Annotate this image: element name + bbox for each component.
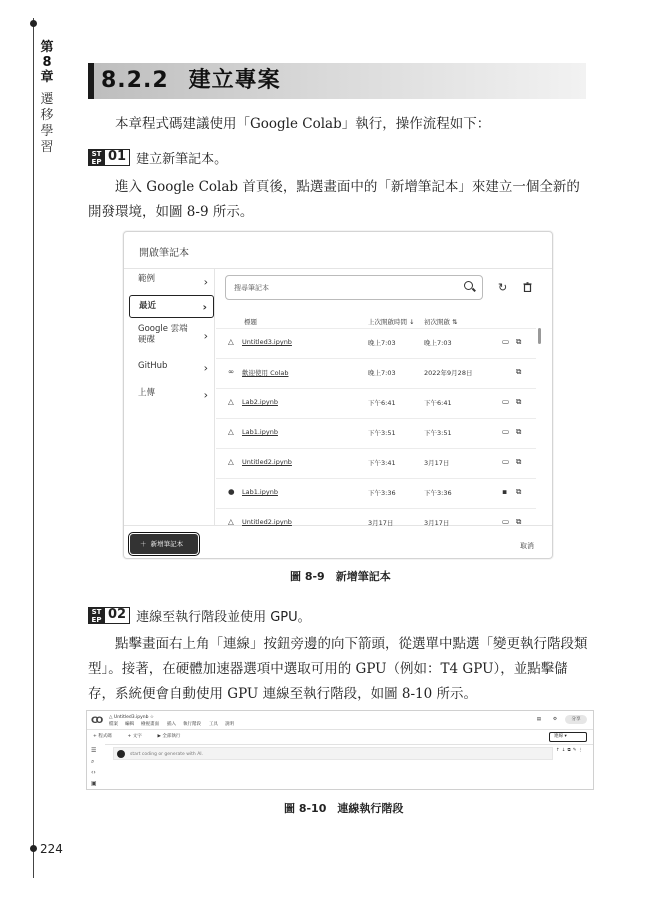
dialog-footer-divider xyxy=(124,525,552,526)
last-opened-cell: 3月17日 xyxy=(368,519,394,527)
list-scrollbar[interactable] xyxy=(538,328,541,344)
section-number: 8.2.2 xyxy=(101,68,169,93)
row-divider xyxy=(216,448,536,449)
row-divider xyxy=(216,478,536,479)
chevron-right-icon: › xyxy=(203,329,208,343)
step-01-heading xyxy=(88,148,227,167)
notebook-name-link[interactable]: Untitled2.ipynb xyxy=(242,518,292,526)
last-opened-cell: 下午3:36 xyxy=(368,489,396,497)
search-notebooks-input[interactable] xyxy=(225,275,483,300)
file-icon[interactable]: ▪ xyxy=(502,487,508,496)
sort-icon: ⇅ xyxy=(452,318,458,326)
open-in-new-tab-icon[interactable]: ⧉ xyxy=(516,427,522,436)
menu-item[interactable]: 說明 xyxy=(225,722,234,727)
row-divider xyxy=(216,508,536,509)
cancel-button[interactable]: 取消 xyxy=(520,542,534,550)
drive-icon: △ xyxy=(228,397,234,406)
side-rail-dot-bottom xyxy=(30,845,37,852)
first-opened-cell: 3月17日 xyxy=(424,459,450,467)
drive-icon: △ xyxy=(109,715,113,720)
chevron-right-icon: › xyxy=(203,275,208,289)
step-number: 01 xyxy=(105,149,130,166)
comment-icon[interactable]: ▤ xyxy=(536,717,541,722)
first-opened-cell: 下午3:36 xyxy=(424,489,452,497)
step-title: 連線至執行階段並使用 GPU。 xyxy=(136,610,311,625)
cell-actions-icons[interactable]: ↑↓⧉✎⋮ xyxy=(555,748,585,753)
drive-icon: △ xyxy=(228,337,234,346)
first-opened-cell: 2022年9月28日 xyxy=(424,369,473,377)
last-opened-cell: 下午6:41 xyxy=(368,399,396,407)
open-in-new-tab-icon[interactable]: ⧉ xyxy=(516,487,522,496)
section-heading xyxy=(101,65,281,97)
open-notebook-dialog xyxy=(123,231,553,559)
first-opened-cell: 晚上7:03 xyxy=(424,339,452,347)
plus-icon: ＋ xyxy=(140,540,147,548)
step-01-body: 進入 Google Colab 首頁後，點選畫面中的「新增筆記本」來建立一個全新的開發環境，如圖 8-9 所示。 xyxy=(88,179,580,220)
step-02-body: 點擊畫面右上角「連線」按鈕旁邊的向下箭頭，從選單中點選「變更執行階段類型」。接著，在硬體加速器選項中選取可用的 GPU（例如：T4 GPU），並點擊儲存，系統便會自動使用 GPU 連線至執行階段，如圖 8-10 所示。 xyxy=(88,636,588,702)
step-number: 02 xyxy=(105,607,130,624)
notebook-name-link[interactable]: 歡迎使用 Colab xyxy=(242,369,289,377)
toolbar-button[interactable]: + 程式碼 xyxy=(93,734,112,739)
refresh-icon[interactable]: ↻ xyxy=(498,281,508,294)
colab-notebook-window xyxy=(86,710,594,790)
figure-8-10-caption: 圖 8-10 連線執行階段 xyxy=(284,802,404,815)
chevron-right-icon: › xyxy=(203,388,208,402)
code-icon[interactable]: ‹› xyxy=(91,769,96,776)
first-opened-cell: 下午6:41 xyxy=(424,399,452,407)
last-opened-cell: 下午3:51 xyxy=(368,429,396,437)
intro-paragraph: 本章程式碼建議使用「Google Colab」執行，操作流程如下： xyxy=(115,116,491,132)
notebook-name-link[interactable]: Lab2.ipynb xyxy=(242,398,278,406)
row-divider xyxy=(216,388,536,389)
toolbar-button[interactable]: ▶ 全部執行 xyxy=(157,734,181,739)
settings-gear-icon[interactable]: ⚙ xyxy=(552,717,557,722)
step-badge: ST EP xyxy=(88,607,105,624)
nav-item-google-drive[interactable]: Google 雲端硬碟 › xyxy=(138,324,208,345)
chevron-right-icon: › xyxy=(203,361,208,375)
page-number: 224 xyxy=(40,842,63,856)
run-cell-icon[interactable] xyxy=(117,750,125,758)
search-placeholder: 搜尋筆記本 xyxy=(234,284,269,292)
menu-item[interactable]: 檢視畫面 xyxy=(141,722,159,727)
chevron-right-icon: › xyxy=(202,300,207,313)
dialog-nav-divider xyxy=(214,268,215,526)
colab-logo-icon: CO xyxy=(91,716,102,726)
nav-item-upload[interactable]: 上傳 › xyxy=(138,388,208,402)
files-icon[interactable]: ▣ xyxy=(91,780,97,787)
colab-toolbar-divider xyxy=(105,744,593,745)
notebook-name-link[interactable]: Untitled2.ipynb xyxy=(242,458,292,466)
last-opened-cell: 下午3:41 xyxy=(368,459,396,467)
side-rail-line xyxy=(33,18,34,878)
row-divider xyxy=(216,358,536,359)
trash-icon[interactable] xyxy=(523,282,532,295)
column-header-first-opened[interactable]: 初次開啟 ⇅ xyxy=(424,318,458,326)
connect-button[interactable]: 連線 ▾ xyxy=(549,732,587,742)
code-cell[interactable] xyxy=(113,747,553,760)
menu-item[interactable]: 工具 xyxy=(209,722,218,727)
notebook-name-link[interactable]: Untitled3.ipynb xyxy=(242,338,292,346)
share-button[interactable]: 分享 xyxy=(565,715,587,724)
menu-item[interactable]: 編輯 xyxy=(125,722,134,727)
drive-icon: △ xyxy=(228,517,234,526)
colab-header-divider xyxy=(87,729,593,730)
step-02-heading xyxy=(88,606,311,625)
colab-icon: ∞ xyxy=(228,367,235,376)
step-badge: ST EP xyxy=(88,149,105,166)
chevron-down-icon: ▾ xyxy=(564,734,567,739)
new-notebook-button[interactable]: ＋ 新增筆記本 xyxy=(130,534,198,554)
drive-icon: △ xyxy=(228,457,234,466)
figure-8-9-caption: 圖 8-9 新增筆記本 xyxy=(290,570,391,583)
drive-folder-icon[interactable]: ▭ xyxy=(502,397,510,406)
notebook-name-link[interactable]: Lab1.ipynb xyxy=(242,488,278,496)
menu-item[interactable]: 檔案 xyxy=(109,722,118,727)
row-divider xyxy=(216,418,536,419)
menu-item[interactable]: 插入 xyxy=(167,722,176,727)
column-header-last-opened[interactable]: 上次開啟時間 ↓ xyxy=(368,318,415,326)
drive-folder-icon[interactable]: ▭ xyxy=(502,517,510,526)
section-heading-accent xyxy=(88,63,94,99)
toolbar-button[interactable]: + 文字 xyxy=(127,734,142,739)
chapter-label: 第 8 章 xyxy=(40,40,54,85)
cell-placeholder: start coding or generate with AI. xyxy=(130,752,204,757)
drive-folder-icon[interactable]: ▭ xyxy=(502,337,510,346)
open-in-new-tab-icon[interactable]: ⧉ xyxy=(516,517,522,526)
open-in-new-tab-icon[interactable]: ⧉ xyxy=(516,397,522,406)
drive-folder-icon[interactable]: ▭ xyxy=(502,457,510,466)
table-of-contents-icon[interactable]: ☰ xyxy=(91,747,97,754)
github-icon: ● xyxy=(228,487,235,496)
menu-item[interactable]: 執行階段 xyxy=(183,722,201,727)
open-in-new-tab-icon[interactable]: ⧉ xyxy=(516,367,522,376)
dialog-divider xyxy=(124,268,552,269)
side-rail-dot-top xyxy=(30,20,37,27)
notebook-name-link[interactable]: Lab1.ipynb xyxy=(242,428,278,436)
notebook-filename[interactable]: △ Untitled3.ipynb ☆ xyxy=(109,715,154,720)
nav-item-recent[interactable]: 最近 › xyxy=(129,295,214,318)
last-opened-cell: 晚上7:03 xyxy=(368,369,396,377)
drive-icon: △ xyxy=(228,427,234,436)
header-divider xyxy=(216,328,536,329)
dialog-title: 開啟筆記本 xyxy=(139,248,189,259)
section-title: 建立專案 xyxy=(188,68,281,93)
last-opened-cell: 晚上7:03 xyxy=(368,339,396,347)
column-header-title[interactable]: 標題 xyxy=(244,318,257,326)
arrow-down-icon: ↓ xyxy=(409,318,415,326)
nav-item-examples[interactable]: 範例 › xyxy=(138,274,208,289)
step-title: 建立新筆記本。 xyxy=(136,152,228,167)
open-in-new-tab-icon[interactable]: ⧉ xyxy=(516,337,522,346)
star-icon: ☆ xyxy=(149,715,154,720)
nav-item-github[interactable]: GitHub › xyxy=(138,361,208,375)
first-opened-cell: 3月17日 xyxy=(424,519,450,527)
open-in-new-tab-icon[interactable]: ⧉ xyxy=(516,457,522,466)
drive-folder-icon[interactable]: ▭ xyxy=(502,427,510,436)
search-icon[interactable]: ⌕ xyxy=(91,758,95,765)
search-icon xyxy=(464,281,473,290)
chapter-title: 遷 移 學 習 xyxy=(40,92,54,155)
first-opened-cell: 下午3:51 xyxy=(424,429,452,437)
